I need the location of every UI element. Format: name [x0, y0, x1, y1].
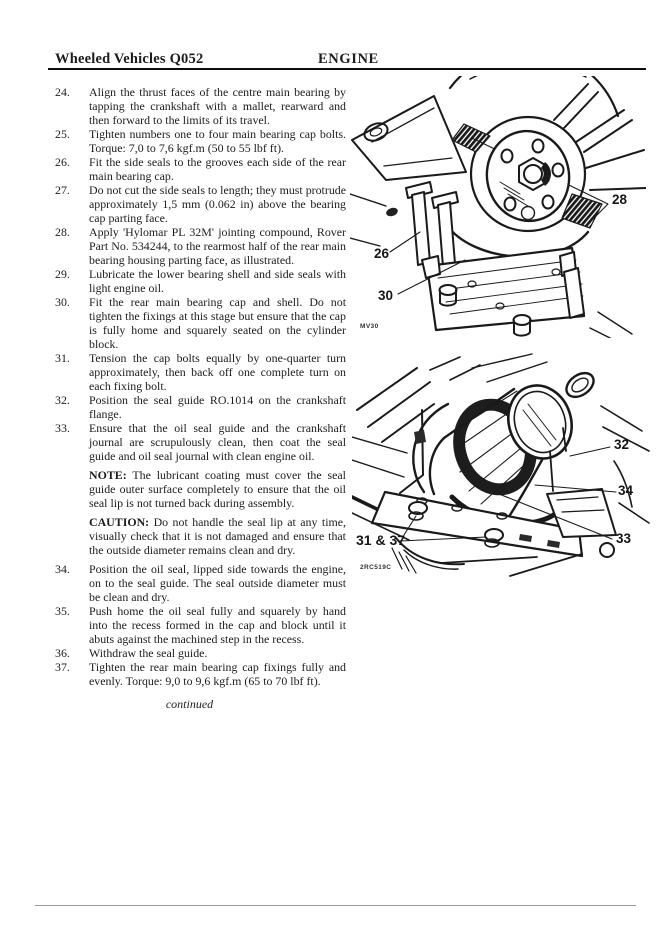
step-text: Tighten numbers one to four main bearing cap bolts. Torque: 7,0 to 7,6 kgf.m (50 to 55 lbf ft).: [89, 127, 346, 155]
note-text: [89, 468, 346, 510]
step-text: Align the thrust faces of the centre main bearing by tapping the crankshaft with a mallet, rearward and then forward to the limits of its travel.: [89, 85, 346, 127]
caution-paragraph: [89, 515, 346, 557]
step-number: 24.: [55, 85, 70, 99]
step-29: [55, 267, 346, 295]
step-30: [55, 295, 346, 351]
step-text: Position the seal guide RO.1014 on the crankshaft flange.: [89, 393, 346, 421]
step-number: 30.: [55, 295, 70, 309]
step-37: [55, 660, 346, 688]
step-text: Tighten the rear main bearing cap fixings fully and evenly. Torque: 9,0 to 9,6 kgf.m (65 to 70 lbf ft).: [89, 660, 346, 688]
step-number: 37.: [55, 660, 70, 674]
step-text: Lubricate the lower bearing shell and side seals with light engine oil.: [89, 267, 346, 295]
step-number: 26.: [55, 155, 70, 169]
caution-label: CAUTION:: [89, 515, 150, 529]
step-number: 34.: [55, 562, 70, 576]
step-number: 28.: [55, 225, 70, 239]
step-number: 27.: [55, 183, 70, 197]
footer-rule: [35, 905, 636, 906]
step-text: Tension the cap bolts equally by one-quarter turn approximately, then back off one complete turn on each fixing bolt.: [89, 351, 346, 393]
note-body: The lubricant coating must cover the seal guide outer surface completely to ensure that the oil seal lip is not turned back during assembly.: [89, 468, 346, 510]
step-26: [55, 155, 346, 183]
callout-32: 32: [614, 437, 630, 452]
continued-label: continued: [165, 697, 214, 711]
step-number: 31.: [55, 351, 70, 365]
step-32: [55, 393, 346, 421]
step-25: [55, 127, 346, 155]
step-text: Fit the rear main bearing cap and shell. Do not tighten the fixings at this stage but ensure that the cap is fully home and squarely seated on the cylinder block.: [89, 295, 346, 351]
step-number: 36.: [55, 646, 70, 660]
step-number: 29.: [55, 267, 70, 281]
note-paragraph: [89, 468, 346, 510]
step-33: [55, 421, 346, 463]
step-text: Ensure that the oil seal guide and the crankshaft journal are scrupulously clean, then coat the seal guide and oil seal journal with clean engine oil.: [89, 421, 346, 463]
step-28: [55, 225, 346, 267]
page-title: Wheeled Vehicles Q052: [55, 51, 204, 67]
callout-30: 30: [378, 288, 394, 303]
header-rule: [48, 68, 646, 70]
callout-31-37: 31 & 37: [356, 532, 406, 548]
callout-26: 26: [374, 246, 390, 261]
callout-33: 33: [616, 531, 632, 546]
step-24: [55, 85, 346, 127]
note-label: NOTE:: [89, 468, 127, 482]
step-number: 35.: [55, 604, 70, 618]
step-number: 25.: [55, 127, 70, 141]
step-text: Do not cut the side seals to length; they must protrude approximately 1,5 mm (0.062 in) above the bearing cap parting face.: [89, 183, 346, 225]
step-27: [55, 183, 346, 225]
step-number: 33.: [55, 421, 70, 435]
step-36: [55, 646, 346, 660]
section-title: ENGINE: [318, 51, 379, 67]
step-number: 32.: [55, 393, 70, 407]
callout-28: 28: [612, 192, 628, 207]
technical-illustration: [350, 76, 646, 338]
step-31: [55, 351, 346, 393]
step-35: [55, 604, 346, 646]
callout-34: 34: [618, 483, 634, 498]
figure-oil-seal-guide: [352, 352, 652, 582]
step-text: Apply 'Hylomar PL 32M' jointing compound, Rover Part No. 534244, to the rearmost half of the rear main bearing housing parting face, as illustrated.: [89, 225, 346, 267]
figure-rear-main-bearing: [350, 76, 646, 338]
caution-text: [89, 515, 346, 557]
step-text: Withdraw the seal guide.: [89, 646, 208, 660]
caution-body: Do not handle the seal lip at any time, visually check that it is not damaged and ensure that the outside diameter remains clean and dry.: [89, 515, 346, 557]
instruction-list: [55, 85, 346, 711]
step-text: Push home the oil seal fully and squarely by hand into the recess formed in the cap and block until it abuts against the machined step in the recess.: [89, 604, 346, 646]
figure-caption: 2RC519C: [360, 564, 392, 571]
step-34: [55, 562, 346, 604]
step-text: Fit the side seals to the grooves each side of the rear main bearing cap.: [89, 155, 346, 183]
figure-caption: MV30: [360, 323, 379, 330]
step-text: Position the oil seal, lipped side towards the engine, on to the seal guide. The seal outside diameter must be clean and dry.: [89, 562, 346, 604]
